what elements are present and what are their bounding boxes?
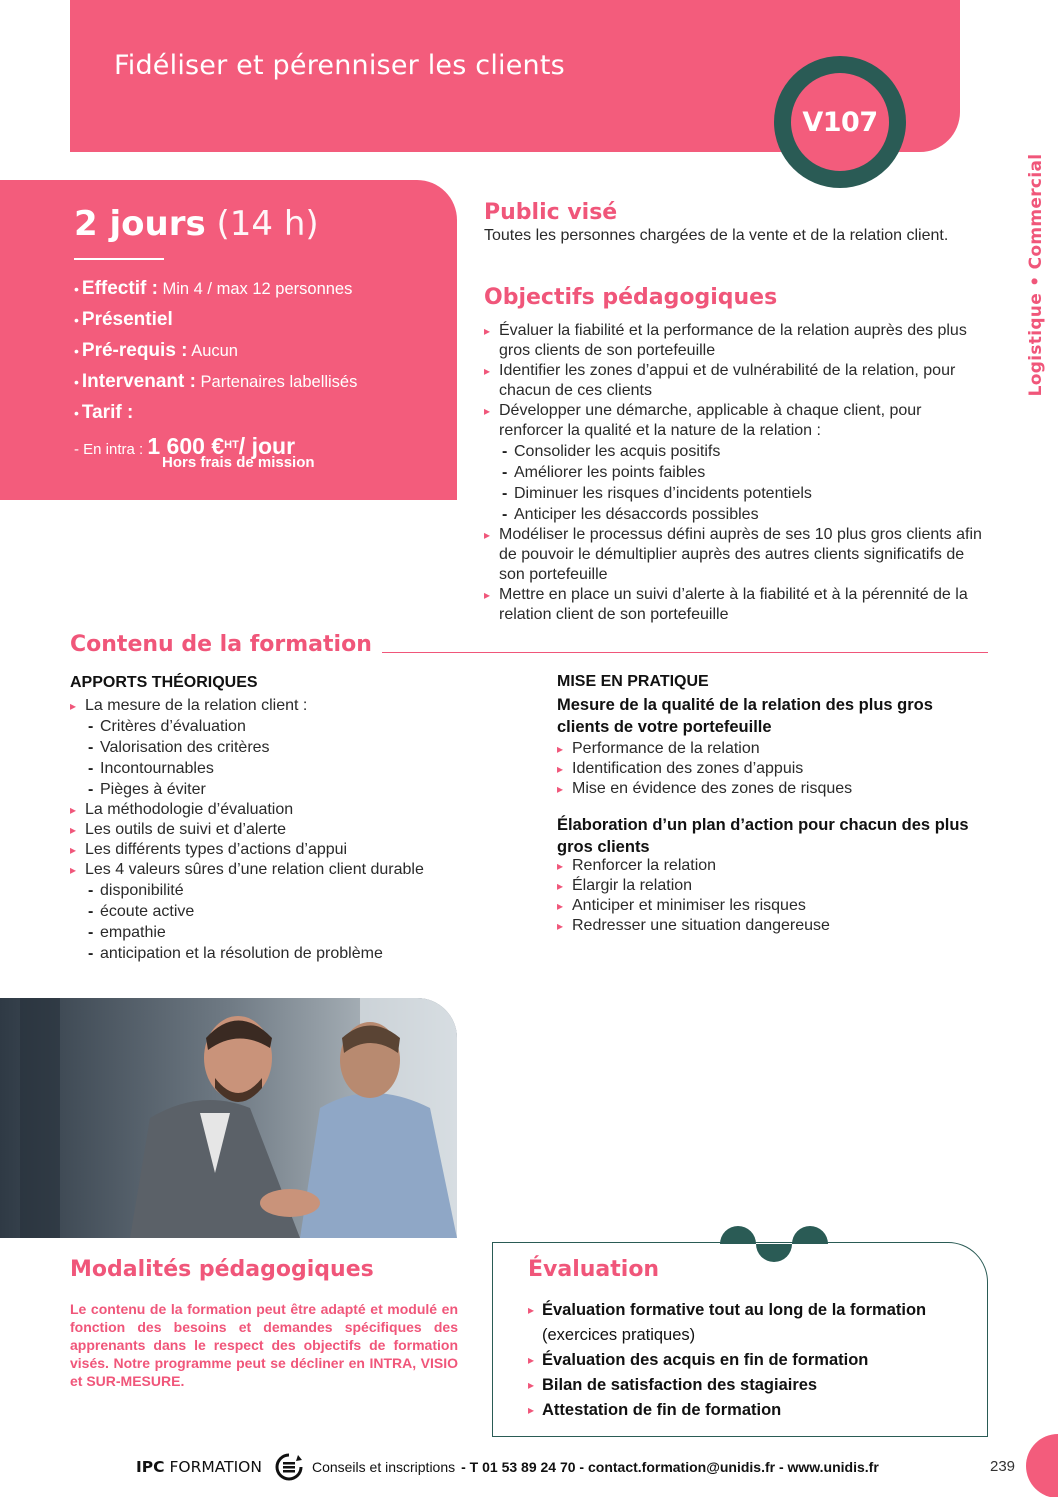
list-item: - Incontournables (70, 759, 490, 779)
list-item: ▸ Redresser une situation dangereuse (557, 916, 987, 936)
evaluation-list (528, 1298, 968, 1423)
page-number: 239 (990, 1458, 1016, 1475)
info-key: Intervenant : (81, 371, 196, 392)
public-text: Toutes les personnes chargées de la vente et de la relation client. (484, 227, 949, 244)
list-item: - Diminuer les risques d’incidents potentiels (484, 484, 989, 504)
bullet-icon: • (74, 343, 79, 359)
info-box (0, 180, 457, 500)
footer-brand: IPC FORMATION (136, 1458, 262, 1476)
list-item: - anticipation et la résolution de problème (70, 944, 490, 964)
evaluation-item: ▸ Évaluation formative tout au long de la formation (528, 1298, 968, 1323)
evaluation-decoration (720, 1222, 840, 1262)
info-row (74, 278, 444, 309)
list-item: ▸ Modéliser le processus défini auprès de ses 10 plus gros clients afin de pouvoir le démultiplier auprès des autres clients significatifs de son portefeuille (484, 525, 989, 585)
contenu-title: Contenu de la formation (70, 632, 372, 657)
corner-decoration (1026, 1434, 1058, 1497)
list-item: - Améliorer les points faibles (484, 463, 989, 483)
evaluation-title: Évaluation (528, 1257, 660, 1282)
evaluation-item: ▸ Bilan de satisfaction des stagiaires (528, 1373, 968, 1398)
public-title: Public visé (484, 200, 618, 225)
pratique-list1 (557, 739, 987, 799)
list-item: ▸ Les outils de suivi et d’alerte (70, 820, 490, 840)
evaluation-item: ▸ Évaluation des acquis en fin de formation (528, 1348, 968, 1373)
info-value: Aucun (191, 342, 238, 360)
modalites-title: Modalités pédagogiques (70, 1257, 374, 1282)
list-item: - écoute active (70, 902, 490, 922)
page-title: Fidéliser et pérenniser les clients (114, 50, 565, 81)
objectifs-list (484, 321, 989, 625)
info-list (74, 278, 444, 433)
business-handshake-photo (0, 998, 457, 1238)
list-item: - empathie (70, 923, 490, 943)
ipc-logo-icon (272, 1452, 306, 1482)
evaluation-item: ▸ Attestation de fin de formation (528, 1398, 968, 1423)
contenu-rule (382, 652, 988, 653)
info-value: Min 4 / max 12 personnes (162, 280, 353, 298)
duration: 2 jours (14 h) (74, 204, 319, 244)
list-item: - Valorisation des critères (70, 738, 490, 758)
pratique-sub1: Mesure de la qualité de la relation des plus gros clients de votre portefeuille (557, 696, 933, 736)
list-item: ▸ Développer une démarche, applicable à chaque client, pour renforcer la qualité et la nature de la relation : (484, 401, 989, 441)
intra-price: - En intra : 1 600 €$^{HT}$/ jour (74, 433, 296, 459)
footer (136, 1452, 936, 1482)
list-item: ▸ Élargir la relation (557, 876, 987, 896)
list-item: ▸ Les 4 valeurs sûres d’une relation client durable (70, 860, 490, 880)
pratique-list2 (557, 856, 987, 936)
list-item: ▸ Évaluer la fiabilité et la performance de la relation auprès des plus gros clients de son portefeuille (484, 321, 989, 361)
info-value: Partenaires labellisés (200, 373, 358, 391)
course-code-badge (774, 56, 906, 188)
footer-contacts[interactable]: - T 01 53 89 24 70 - contact.formation@unidis.fr - www.unidis.fr (461, 1459, 879, 1475)
list-item: ▸ Identification des zones d’appuis (557, 759, 987, 779)
evaluation-item: (exercices pratiques) (542, 1326, 696, 1344)
list-item: ▸ La mesure de la relation client : (70, 696, 490, 716)
footer-label: Conseils et inscriptions (311, 1459, 456, 1475)
list-item: - disponibilité (70, 881, 490, 901)
info-row (74, 340, 444, 371)
info-key: Effectif : (81, 278, 158, 299)
info-row (74, 309, 444, 340)
modalites-text: Le contenu de la formation peut être adapté et modulé en fonction des besoins et demandes spécifiques des apprenants dans le respect des objectifs de formation visés. Notre programme peut se décliner en INTRA, VISIO et SUR-MESURE. (70, 1301, 458, 1389)
info-row (74, 402, 444, 433)
apports-list (70, 696, 490, 964)
bullet-icon: • (74, 281, 79, 297)
list-item: ▸ Anticiper et minimiser les risques (557, 896, 987, 916)
info-key: Pré-requis : (81, 340, 188, 361)
list-item: - Anticiper les désaccords possibles (484, 505, 989, 525)
list-item: ▸ La méthodologie d’évaluation (70, 800, 490, 820)
list-item: ▸ Identifier les zones d’appui et de vulnérabilité de la relation, pour chacun de ces clients (484, 361, 989, 401)
list-item: - Consolider les acquis positifs (484, 442, 989, 462)
objectifs-title: Objectifs pédagogiques (484, 285, 778, 310)
bullet-icon: • (74, 374, 79, 390)
pratique-sub2: Élaboration d’un plan d’action pour chacun des plus gros clients (557, 816, 969, 856)
list-item: ▸ Les différents types d’actions d’appui (70, 840, 490, 860)
list-item: - Pièges à éviter (70, 780, 490, 800)
list-item: ▸ Mise en évidence des zones de risques (557, 779, 987, 799)
list-item: ▸ Renforcer la relation (557, 856, 987, 876)
info-row (74, 371, 444, 402)
apports-heading: APPORTS THÉORIQUES (70, 674, 258, 691)
pratique-heading: MISE EN PRATIQUE (557, 673, 709, 690)
list-item: ▸ Performance de la relation (557, 739, 987, 759)
bullet-icon: • (74, 312, 79, 328)
duration-underline (74, 258, 164, 260)
info-key: Tarif : (81, 402, 134, 423)
list-item: ▸ Mettre en place un suivi d’alerte à la fiabilité et à la pérennité de la relation client de son portefeuille (484, 585, 989, 625)
info-key: Présentiel (81, 309, 173, 330)
course-code: V107 (802, 106, 878, 138)
frais-note: Hors frais de mission (162, 454, 315, 471)
list-item: - Critères d’évaluation (70, 717, 490, 737)
category-side-tab: Logistique • Commercial (1026, 153, 1046, 397)
bullet-icon: • (74, 405, 79, 421)
